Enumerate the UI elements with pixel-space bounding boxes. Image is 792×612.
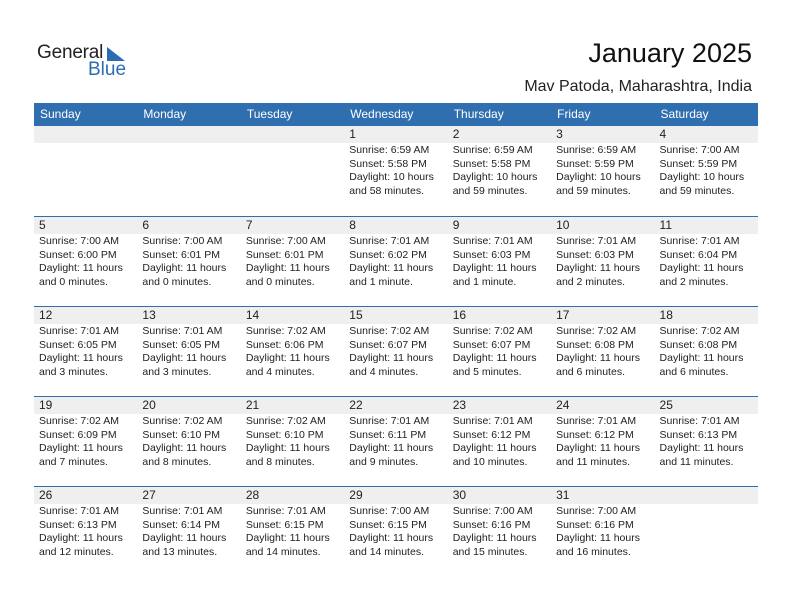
sunset-time: Sunset: 6:13 PM xyxy=(659,428,738,441)
day-number: 5 xyxy=(34,217,137,234)
weekday-sunday: Sunday xyxy=(40,107,81,121)
sunset-time: Sunset: 6:08 PM xyxy=(659,338,738,351)
sun-info xyxy=(344,414,447,469)
day-number: 11 xyxy=(655,217,758,234)
daylight-minutes: and 9 minutes. xyxy=(349,455,419,468)
weekday-tuesday: Tuesday xyxy=(246,107,293,121)
day-number: 26 xyxy=(34,487,137,504)
day-number: 23 xyxy=(448,397,551,414)
daylight-minutes: and 59 minutes. xyxy=(452,184,528,197)
day-number: 18 xyxy=(655,307,758,324)
sunset-time: Sunset: 6:03 PM xyxy=(556,248,634,261)
day-number: 9 xyxy=(448,217,551,234)
sun-info xyxy=(241,414,344,469)
day-cell xyxy=(34,487,137,577)
sunset-time: Sunset: 6:15 PM xyxy=(245,518,324,531)
sun-info xyxy=(241,504,344,559)
sunset-time: Sunset: 6:10 PM xyxy=(245,428,324,441)
sunrise-time: Sunrise: 7:00 AM xyxy=(349,505,430,517)
weekday-thursday: Thursday xyxy=(453,107,504,121)
sun-info xyxy=(344,234,447,289)
page-title: January 2025 xyxy=(588,38,752,68)
sunrise-time: Sunrise: 7:01 AM xyxy=(245,505,326,517)
daylight-hours: Daylight: 10 hours xyxy=(452,171,538,183)
day-cell xyxy=(241,487,344,577)
sun-info xyxy=(448,234,551,289)
day-cell xyxy=(137,217,240,307)
weekday-friday: Friday xyxy=(557,107,591,121)
daylight-hours: Daylight: 11 hours xyxy=(142,352,227,364)
day-cell xyxy=(448,307,551,397)
daylight-minutes: and 6 minutes. xyxy=(659,365,729,378)
daylight-hours: Daylight: 11 hours xyxy=(452,352,537,364)
sunrise-time: Sunrise: 7:01 AM xyxy=(452,415,533,427)
daylight-hours: Daylight: 11 hours xyxy=(39,442,123,454)
sunrise-time: Sunrise: 6:59 AM xyxy=(452,144,533,156)
sunrise-time: Sunrise: 7:02 AM xyxy=(245,325,326,337)
day-number: 7 xyxy=(241,217,344,234)
daylight-minutes: and 4 minutes. xyxy=(349,365,419,378)
sunset-time: Sunset: 6:07 PM xyxy=(349,338,427,351)
day-number: 15 xyxy=(344,307,447,324)
sun-info xyxy=(344,504,447,559)
sunrise-time: Sunrise: 7:01 AM xyxy=(39,505,119,517)
sunrise-time: Sunrise: 7:01 AM xyxy=(659,415,740,427)
sunset-time: Sunset: 6:10 PM xyxy=(142,428,221,441)
daylight-minutes: and 0 minutes. xyxy=(245,275,315,288)
weekday-header xyxy=(34,103,758,126)
daylight-minutes: and 1 minute. xyxy=(452,275,517,288)
sunrise-time: Sunrise: 7:02 AM xyxy=(556,325,637,337)
sunset-time: Sunset: 5:59 PM xyxy=(556,157,634,170)
sunrise-time: Sunrise: 6:59 AM xyxy=(556,144,637,156)
day-cell xyxy=(655,126,758,216)
day-cell xyxy=(551,397,654,487)
empty-day-cell xyxy=(137,126,240,216)
day-number: 24 xyxy=(551,397,654,414)
day-number: 16 xyxy=(448,307,551,324)
sunrise-time: Sunrise: 7:00 AM xyxy=(245,235,326,247)
day-number: 6 xyxy=(137,217,240,234)
sunset-time: Sunset: 6:13 PM xyxy=(39,518,117,531)
sun-info xyxy=(137,504,240,559)
sunset-time: Sunset: 6:16 PM xyxy=(452,518,531,531)
daylight-hours: Daylight: 11 hours xyxy=(659,352,744,364)
sunrise-time: Sunrise: 7:02 AM xyxy=(142,415,223,427)
daylight-hours: Daylight: 11 hours xyxy=(556,352,640,364)
sun-info xyxy=(344,143,447,198)
daylight-hours: Daylight: 11 hours xyxy=(452,262,537,274)
sunset-time: Sunset: 6:04 PM xyxy=(659,248,738,261)
day-number xyxy=(655,487,758,504)
weekday-monday: Monday xyxy=(143,107,187,121)
week-row xyxy=(34,126,758,216)
daylight-hours: Daylight: 11 hours xyxy=(349,262,434,274)
daylight-minutes: and 59 minutes. xyxy=(556,184,631,197)
sun-info xyxy=(137,324,240,379)
day-cell xyxy=(241,397,344,487)
daylight-minutes: and 6 minutes. xyxy=(556,365,625,378)
daylight-minutes: and 1 minute. xyxy=(349,275,413,288)
sun-info xyxy=(448,143,551,198)
logo-word-general: General xyxy=(37,42,104,63)
location-subtitle: Mav Patoda, Maharashtra, India xyxy=(524,78,752,95)
sun-info xyxy=(551,143,654,198)
sunrise-time: Sunrise: 7:02 AM xyxy=(452,325,533,337)
daylight-minutes: and 16 minutes. xyxy=(556,545,631,558)
sunrise-time: Sunrise: 7:01 AM xyxy=(556,415,637,427)
daylight-minutes: and 58 minutes. xyxy=(349,184,424,197)
sunrise-time: Sunrise: 7:00 AM xyxy=(39,235,119,247)
sunset-time: Sunset: 6:08 PM xyxy=(556,338,634,351)
daylight-hours: Daylight: 11 hours xyxy=(556,262,640,274)
sunset-time: Sunset: 6:09 PM xyxy=(39,428,117,441)
day-cell xyxy=(34,397,137,487)
daylight-minutes: and 3 minutes. xyxy=(142,365,212,378)
sun-info xyxy=(655,234,758,289)
sun-info xyxy=(551,234,654,289)
empty-day-cell xyxy=(655,487,758,577)
day-cell xyxy=(344,307,447,397)
day-cell xyxy=(448,397,551,487)
day-cell xyxy=(655,307,758,397)
day-number: 20 xyxy=(137,397,240,414)
day-number: 29 xyxy=(344,487,447,504)
day-cell xyxy=(448,487,551,577)
sunset-time: Sunset: 6:06 PM xyxy=(245,338,324,351)
day-cell xyxy=(241,307,344,397)
sunset-time: Sunset: 6:11 PM xyxy=(349,428,427,441)
sunset-time: Sunset: 6:07 PM xyxy=(452,338,531,351)
daylight-hours: Daylight: 11 hours xyxy=(142,532,227,544)
sun-info xyxy=(448,324,551,379)
weekday-wednesday: Wednesday xyxy=(350,107,414,121)
daylight-minutes: and 10 minutes. xyxy=(452,455,528,468)
daylight-minutes: and 14 minutes. xyxy=(349,545,424,558)
sun-info xyxy=(137,414,240,469)
sunrise-time: Sunrise: 7:01 AM xyxy=(39,325,119,337)
day-cell xyxy=(551,217,654,307)
day-cell xyxy=(448,217,551,307)
day-number: 28 xyxy=(241,487,344,504)
day-number: 27 xyxy=(137,487,240,504)
day-cell xyxy=(137,487,240,577)
sunset-time: Sunset: 6:16 PM xyxy=(556,518,634,531)
day-number: 14 xyxy=(241,307,344,324)
day-number: 3 xyxy=(551,126,654,143)
sunrise-time: Sunrise: 7:02 AM xyxy=(39,415,119,427)
day-cell xyxy=(344,487,447,577)
daylight-minutes: and 8 minutes. xyxy=(142,455,212,468)
sunset-time: Sunset: 6:00 PM xyxy=(39,248,117,261)
day-number: 31 xyxy=(551,487,654,504)
sun-info xyxy=(34,234,137,289)
day-number: 13 xyxy=(137,307,240,324)
daylight-hours: Daylight: 11 hours xyxy=(452,532,537,544)
day-number xyxy=(241,126,344,143)
sunset-time: Sunset: 6:02 PM xyxy=(349,248,427,261)
sunset-time: Sunset: 6:15 PM xyxy=(349,518,427,531)
sunrise-time: Sunrise: 7:00 AM xyxy=(556,505,637,517)
daylight-hours: Daylight: 10 hours xyxy=(556,171,641,183)
sunrise-time: Sunrise: 7:01 AM xyxy=(142,325,223,337)
sunrise-time: Sunrise: 7:02 AM xyxy=(659,325,740,337)
daylight-minutes: and 59 minutes. xyxy=(659,184,735,197)
sunset-time: Sunset: 5:58 PM xyxy=(349,157,427,170)
sunset-time: Sunset: 6:05 PM xyxy=(142,338,221,351)
daylight-hours: Daylight: 11 hours xyxy=(245,352,330,364)
sun-info xyxy=(344,324,447,379)
day-cell xyxy=(551,126,654,216)
day-number: 19 xyxy=(34,397,137,414)
sun-info xyxy=(448,414,551,469)
daylight-minutes: and 0 minutes. xyxy=(39,275,108,288)
day-number: 17 xyxy=(551,307,654,324)
empty-day-cell xyxy=(241,126,344,216)
day-number: 30 xyxy=(448,487,551,504)
daylight-minutes: and 14 minutes. xyxy=(245,545,321,558)
sunrise-time: Sunrise: 7:00 AM xyxy=(452,505,533,517)
daylight-minutes: and 2 minutes. xyxy=(556,275,625,288)
sunset-time: Sunset: 6:12 PM xyxy=(452,428,531,441)
sun-info xyxy=(551,504,654,559)
sunrise-time: Sunrise: 7:01 AM xyxy=(349,415,430,427)
daylight-hours: Daylight: 11 hours xyxy=(659,262,744,274)
daylight-hours: Daylight: 11 hours xyxy=(349,532,434,544)
daylight-hours: Daylight: 11 hours xyxy=(142,262,227,274)
daylight-minutes: and 8 minutes. xyxy=(245,455,315,468)
day-number: 21 xyxy=(241,397,344,414)
day-cell xyxy=(344,126,447,216)
logo xyxy=(37,42,137,82)
sunrise-time: Sunrise: 7:02 AM xyxy=(245,415,326,427)
empty-day-cell xyxy=(34,126,137,216)
day-number: 25 xyxy=(655,397,758,414)
sunrise-time: Sunrise: 7:01 AM xyxy=(452,235,533,247)
sunset-time: Sunset: 6:14 PM xyxy=(142,518,221,531)
sun-info xyxy=(551,324,654,379)
sun-info xyxy=(241,324,344,379)
sunrise-time: Sunrise: 7:01 AM xyxy=(659,235,740,247)
daylight-hours: Daylight: 11 hours xyxy=(245,262,330,274)
week-row xyxy=(34,396,758,487)
sun-info xyxy=(34,504,137,559)
daylight-minutes: and 11 minutes. xyxy=(556,455,631,468)
daylight-hours: Daylight: 11 hours xyxy=(556,532,640,544)
sunrise-time: Sunrise: 7:01 AM xyxy=(142,505,223,517)
day-number: 4 xyxy=(655,126,758,143)
day-cell xyxy=(655,397,758,487)
daylight-minutes: and 2 minutes. xyxy=(659,275,729,288)
sunset-time: Sunset: 6:03 PM xyxy=(452,248,531,261)
daylight-hours: Daylight: 11 hours xyxy=(245,442,330,454)
sun-info xyxy=(137,234,240,289)
sunrise-time: Sunrise: 7:01 AM xyxy=(556,235,637,247)
sun-info xyxy=(655,414,758,469)
day-number: 2 xyxy=(448,126,551,143)
day-number xyxy=(137,126,240,143)
day-cell xyxy=(137,307,240,397)
day-cell xyxy=(34,217,137,307)
day-cell xyxy=(551,487,654,577)
daylight-minutes: and 11 minutes. xyxy=(659,455,734,468)
day-cell xyxy=(655,217,758,307)
day-number: 10 xyxy=(551,217,654,234)
sunset-time: Sunset: 6:05 PM xyxy=(39,338,117,351)
daylight-hours: Daylight: 10 hours xyxy=(659,171,745,183)
sunset-time: Sunset: 5:58 PM xyxy=(452,157,531,170)
daylight-minutes: and 12 minutes. xyxy=(39,545,114,558)
daylight-minutes: and 7 minutes. xyxy=(39,455,108,468)
week-row xyxy=(34,486,758,577)
day-number: 12 xyxy=(34,307,137,324)
sunset-time: Sunset: 6:12 PM xyxy=(556,428,634,441)
sunrise-time: Sunrise: 6:59 AM xyxy=(349,144,430,156)
daylight-hours: Daylight: 11 hours xyxy=(452,442,537,454)
day-number xyxy=(34,126,137,143)
sunrise-time: Sunrise: 7:00 AM xyxy=(142,235,223,247)
day-cell xyxy=(137,397,240,487)
daylight-hours: Daylight: 11 hours xyxy=(349,442,434,454)
sun-info xyxy=(34,414,137,469)
sunset-time: Sunset: 6:01 PM xyxy=(245,248,324,261)
week-row xyxy=(34,216,758,307)
daylight-minutes: and 5 minutes. xyxy=(452,365,522,378)
day-cell xyxy=(344,217,447,307)
daylight-hours: Daylight: 11 hours xyxy=(142,442,227,454)
sun-info xyxy=(655,324,758,379)
sun-info xyxy=(448,504,551,559)
logo-word-blue: Blue xyxy=(88,59,127,80)
daylight-hours: Daylight: 11 hours xyxy=(39,352,123,364)
day-cell xyxy=(34,307,137,397)
day-cell xyxy=(551,307,654,397)
day-cell xyxy=(448,126,551,216)
sunset-time: Sunset: 5:59 PM xyxy=(659,157,738,170)
sun-info xyxy=(241,234,344,289)
weekday-saturday: Saturday xyxy=(660,107,709,121)
daylight-hours: Daylight: 11 hours xyxy=(39,262,123,274)
daylight-hours: Daylight: 10 hours xyxy=(349,171,434,183)
day-number: 8 xyxy=(344,217,447,234)
daylight-minutes: and 13 minutes. xyxy=(142,545,218,558)
daylight-hours: Daylight: 11 hours xyxy=(245,532,330,544)
daylight-hours: Daylight: 11 hours xyxy=(39,532,123,544)
daylight-minutes: and 3 minutes. xyxy=(39,365,108,378)
daylight-hours: Daylight: 11 hours xyxy=(349,352,434,364)
day-cell xyxy=(241,217,344,307)
sunrise-time: Sunrise: 7:01 AM xyxy=(349,235,430,247)
day-cell xyxy=(344,397,447,487)
week-row xyxy=(34,306,758,397)
sun-info xyxy=(655,143,758,198)
daylight-hours: Daylight: 11 hours xyxy=(556,442,640,454)
sun-info xyxy=(34,324,137,379)
day-number: 22 xyxy=(344,397,447,414)
sunrise-time: Sunrise: 7:00 AM xyxy=(659,144,740,156)
day-number: 1 xyxy=(344,126,447,143)
sunset-time: Sunset: 6:01 PM xyxy=(142,248,221,261)
sunrise-time: Sunrise: 7:02 AM xyxy=(349,325,430,337)
daylight-minutes: and 0 minutes. xyxy=(142,275,212,288)
daylight-hours: Daylight: 11 hours xyxy=(659,442,744,454)
sun-info xyxy=(551,414,654,469)
daylight-minutes: and 15 minutes. xyxy=(452,545,528,558)
daylight-minutes: and 4 minutes. xyxy=(245,365,315,378)
